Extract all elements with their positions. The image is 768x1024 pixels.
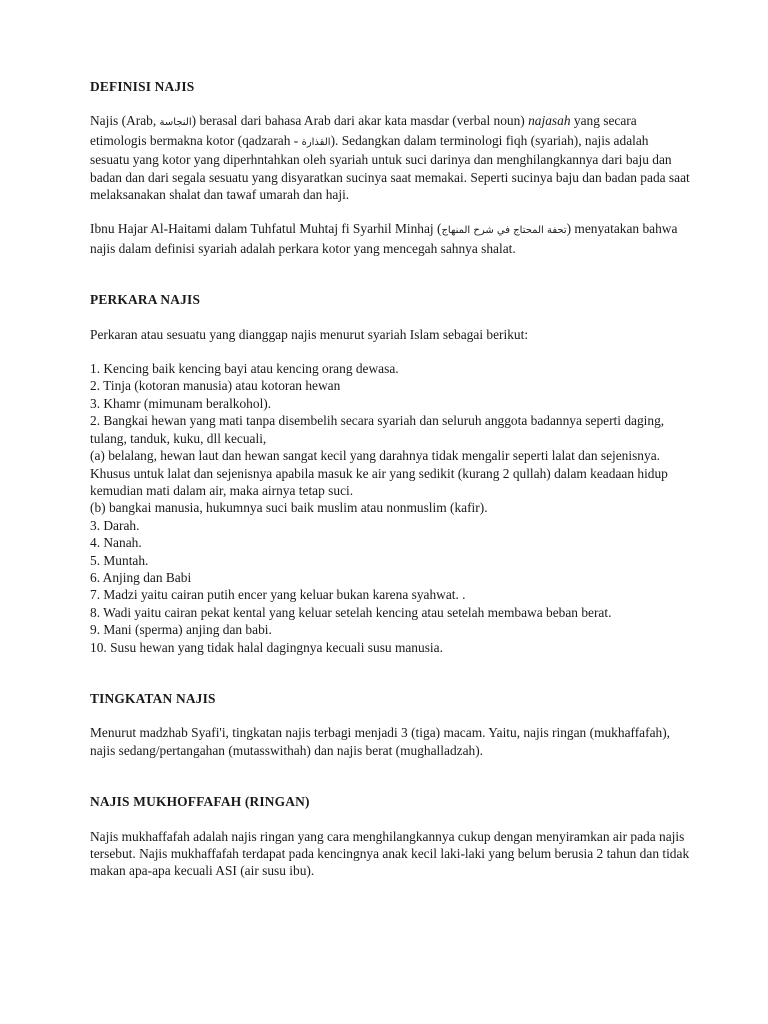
list-item: 8. Wadi yaitu cairan pekat kental yang keluar setelah kencing atau setelah membawa beban berat. (90, 604, 612, 620)
paragraph-text: Ibnu Hajar Al-Haitami dalam Tuhfatul Muhtaj fi Syarhil Minhaj ( (90, 221, 442, 237)
arabic-book-title: تحفة المحتاج في شرح المنهاج (441, 225, 567, 237)
paragraph-definisi (90, 112, 690, 203)
document-page (90, 78, 690, 880)
list-item: 3. Khamr (mimunam beralkohol). (90, 395, 272, 411)
list-item: (b) bangkai manusia, hukumnya suci baik muslim atau nonmuslim (kafir). (90, 500, 488, 516)
paragraph-mukhoffafah: Najis mukhaffafah adalah najis ringan yang cara menghilangkannya cukup dengan menyiramkan air pada najis tersebut. Najis mukhaffafah terdapat pada kencingnya anak kecil laki-laki yang belum berusia 2 tahun dan tidak makan apa-apa kecuali ASI (air susu ibu). (90, 828, 690, 879)
list-item: 3. Darah. (90, 517, 140, 533)
list-item: 2. Bangkai hewan yang mati tanpa disembelih secara syariah dan seluruh anggota badannya seperti daging, tulang, tanduk, kuku, dll kecuali, (90, 413, 665, 446)
list-item: 2. Tinja (kotoran manusia) atau kotoran hewan (90, 378, 341, 394)
list-item: 7. Madzi yaitu cairan putih encer yang keluar bukan karena syahwat. . (90, 587, 466, 603)
heading-tingkatan-najis: TINGKATAN NAJIS (90, 690, 216, 706)
heading-definisi-najis: DEFINISI NAJIS (90, 79, 195, 94)
arabic-term-najasah: النجاسة (159, 117, 192, 129)
paragraph-text: ) menyatakan bahwa najis dalam definisi syariah adalah perkara kotor yang mencegah sahnya shalat. (90, 221, 678, 256)
paragraph-ibnu-hajar (90, 220, 690, 257)
paragraph-text: ) berasal dari bahasa Arab dari akar kata masdar (verbal noun) (191, 113, 529, 129)
list-item: 10. Susu hewan yang tidak halal dagingnya kecuali susu manusia. (90, 639, 443, 655)
paragraph-text: Najis (Arab, (90, 113, 160, 129)
list-item: 9. Mani (sperma) anjing dan babi. (90, 622, 272, 638)
paragraph-text: ). Sedangkan dalam terminologi fiqh (syariah), najis adalah sesuatu yang kotor yang diperhntahkan oleh syariah untuk suci darinya dan menghilangkannya dari baju dan badan dan dari segala sesuatu yang disyaratkan sucinya saat memakai. Seperti sucinya baju dan badan pada saat melaksanakan shalat dan tawaf umarah dan haji. (90, 132, 690, 203)
list-item: 4. Nanah. (90, 535, 142, 551)
paragraph-text: yang secara etimologis bermakna kotor (qadzarah - (90, 113, 637, 148)
paragraph-tingkatan: Menurut madzhab Syafi'i, tingkatan najis terbagi menjadi 3 (tiga) macam. Yaitu, najis ringan (mukhaffafah), najis sedang/pertangahan (mutasswithah) dan najis berat (mughalladzah). (90, 725, 671, 758)
najis-list (90, 360, 690, 656)
heading-najis-mukhoffafah: NAJIS MUKHOFFAFAH (RINGAN) (90, 794, 310, 810)
italic-term-najasah: najasah (528, 113, 571, 129)
list-item: 6. Anjing dan Babi (90, 569, 192, 585)
list-item: 5. Muntah. (90, 552, 149, 568)
list-item: 1. Kencing baik kencing bayi atau kencing orang dewasa. (90, 361, 399, 377)
arabic-term-qadzarah: القذارة (301, 136, 331, 148)
paragraph-perkara-intro: Perkaran atau sesuatu yang dianggap najis menurut syariah Islam sebagai berikut: (90, 326, 529, 342)
list-item: (a) belalang, hewan laut dan hewan sangat kecil yang darahnya tidak mengalir seperti lalat dan sejenisnya. Khusus untuk lalat dan sejenisnya apabila masuk ke air yang sedikit (kurang 2 qullah) dalam keadaan hidup kemudian mati dalam air, maka airnya tetap suci. (90, 448, 668, 498)
heading-perkara-najis: PERKARA NAJIS (90, 292, 201, 308)
